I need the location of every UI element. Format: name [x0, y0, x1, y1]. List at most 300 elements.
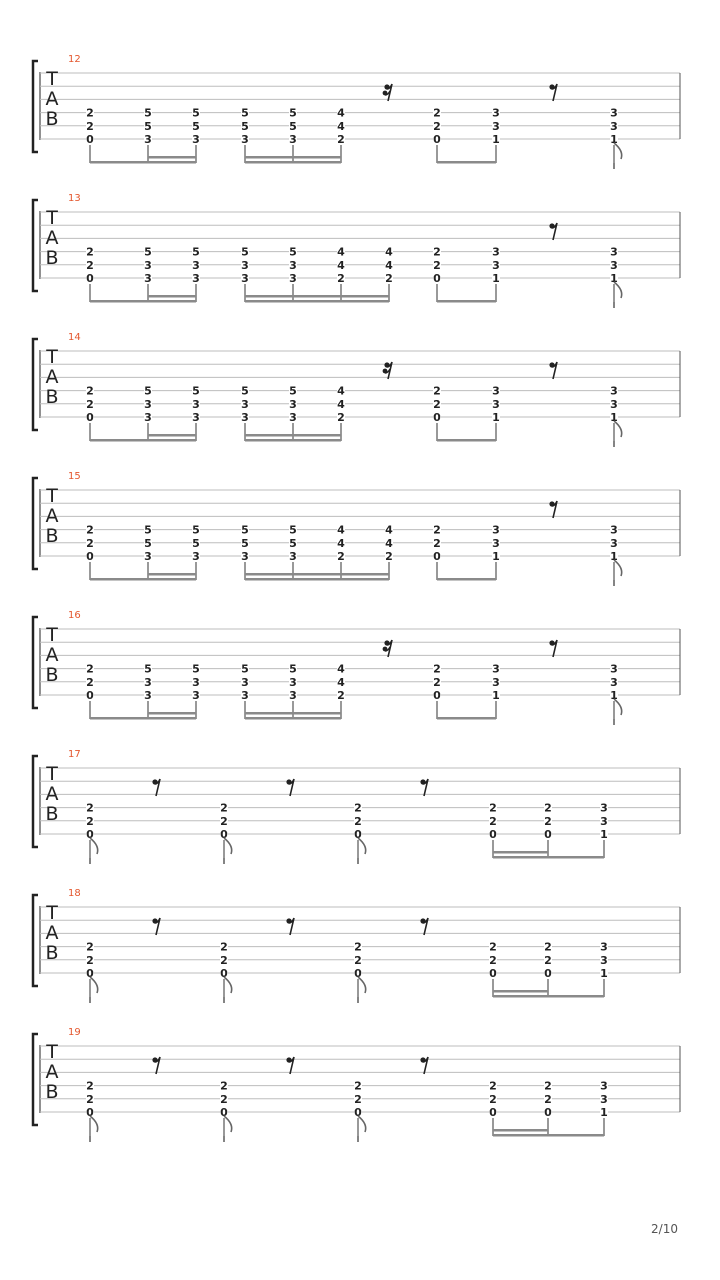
fret-number: 3	[192, 133, 200, 146]
fret-number: 3	[610, 536, 618, 550]
eighth-rest-icon	[152, 918, 160, 935]
fret-number: 2	[433, 258, 441, 272]
tab-clef-letter: A	[45, 1061, 59, 1083]
fret-number: 3	[289, 675, 297, 689]
tab-clef-letter: A	[45, 783, 59, 805]
fret-number: 0	[433, 272, 441, 285]
tab-clef-letter: T	[46, 1041, 58, 1063]
fret-number: 5	[289, 523, 297, 537]
measure-number: 13	[68, 193, 81, 204]
beam	[90, 717, 196, 720]
chord	[86, 802, 94, 858]
fret-number: 2	[544, 953, 552, 967]
fret-number: 4	[337, 106, 345, 120]
chord	[337, 246, 345, 302]
eighth-rest-icon	[286, 918, 294, 935]
eighth-rest-icon	[152, 1057, 160, 1074]
fret-number: 1	[610, 133, 618, 146]
fret-number: 5	[144, 536, 152, 550]
fret-number: 1	[610, 550, 618, 563]
fret-number: 2	[544, 801, 552, 815]
fret-number: 5	[289, 384, 297, 398]
fret-number: 5	[144, 384, 152, 398]
fret-number: 2	[86, 397, 94, 411]
fret-number: 3	[192, 258, 200, 272]
fret-number: 3	[610, 662, 618, 676]
fret-number: 0	[86, 1106, 94, 1119]
fret-number: 2	[354, 1079, 362, 1093]
chord	[192, 524, 200, 580]
chord	[144, 663, 152, 719]
tab-clef-letter: T	[46, 902, 58, 924]
fret-number: 3	[610, 384, 618, 398]
note-flag	[614, 282, 622, 308]
fret-number: 2	[86, 814, 94, 828]
chord	[241, 246, 249, 302]
fret-number: 5	[241, 384, 249, 398]
chord	[354, 1080, 362, 1136]
tab-clef-letter: A	[45, 88, 59, 110]
tab-system	[33, 193, 680, 308]
tab-clef-letter: T	[46, 68, 58, 90]
fret-number: 3	[610, 675, 618, 689]
chord	[489, 802, 497, 858]
fret-number: 2	[86, 940, 94, 954]
fret-number: 3	[144, 272, 152, 285]
fret-number: 2	[489, 1092, 497, 1106]
beam	[493, 851, 548, 854]
fret-number: 5	[241, 523, 249, 537]
fret-number: 0	[86, 967, 94, 980]
fret-number: 2	[86, 662, 94, 676]
eighth-rest-icon	[420, 779, 428, 796]
beam	[90, 578, 196, 581]
fret-number: 3	[144, 397, 152, 411]
chord	[354, 941, 362, 997]
fret-number: 2	[385, 272, 393, 285]
chord	[86, 107, 94, 163]
chord	[600, 802, 608, 858]
system-bracket	[33, 1034, 38, 1125]
fret-number: 3	[192, 675, 200, 689]
fret-number: 4	[337, 523, 345, 537]
chord	[489, 1080, 497, 1136]
beam	[437, 439, 496, 442]
beam	[90, 161, 196, 164]
fret-number: 2	[337, 272, 345, 285]
fret-number: 5	[289, 536, 297, 550]
fret-number: 3	[241, 258, 249, 272]
beam	[245, 156, 341, 159]
chord	[337, 107, 345, 163]
measure-number: 15	[68, 471, 81, 482]
tab-clef-letter: T	[46, 207, 58, 229]
tab-system	[33, 471, 680, 586]
chord	[289, 663, 297, 719]
fret-number: 0	[544, 1106, 552, 1119]
fret-number: 2	[433, 523, 441, 537]
fret-number: 3	[492, 384, 500, 398]
eighth-rest-icon	[286, 1057, 294, 1074]
fret-number: 5	[241, 245, 249, 259]
fret-number: 3	[289, 411, 297, 424]
beam	[90, 439, 196, 442]
fret-number: 0	[544, 967, 552, 980]
fret-number: 0	[354, 967, 362, 980]
chord	[385, 246, 393, 302]
fret-number: 3	[492, 523, 500, 537]
chord	[433, 246, 441, 302]
beam	[245, 573, 389, 576]
fret-number: 2	[220, 940, 228, 954]
fret-number: 3	[492, 245, 500, 259]
note-flag	[224, 1116, 232, 1142]
chord	[144, 246, 152, 302]
chord	[86, 246, 94, 302]
chord	[144, 524, 152, 580]
fret-number: 5	[192, 119, 200, 133]
chord	[354, 802, 362, 858]
fret-number: 4	[385, 536, 393, 550]
fret-number: 1	[492, 272, 500, 285]
fret-number: 5	[241, 662, 249, 676]
fret-number: 2	[86, 801, 94, 815]
chord	[433, 663, 441, 719]
fret-number: 4	[337, 245, 345, 259]
fret-number: 2	[544, 1079, 552, 1093]
fret-number: 2	[433, 536, 441, 550]
eighth-rest-icon	[549, 501, 557, 518]
chord	[86, 385, 94, 441]
fret-number: 4	[385, 245, 393, 259]
fret-number: 0	[489, 1106, 497, 1119]
fret-number: 2	[86, 953, 94, 967]
chord	[86, 524, 94, 580]
chord	[192, 385, 200, 441]
chord	[86, 941, 94, 997]
fret-number: 2	[489, 814, 497, 828]
page-number: 2/10	[651, 1222, 678, 1236]
fret-number: 2	[544, 814, 552, 828]
fret-number: 3	[144, 689, 152, 702]
fret-number: 3	[600, 940, 608, 954]
fret-number: 0	[86, 272, 94, 285]
chord	[220, 1080, 228, 1136]
chord	[192, 246, 200, 302]
fret-number: 2	[337, 133, 345, 146]
beam	[245, 295, 389, 298]
fret-number: 1	[492, 550, 500, 563]
system-bracket	[33, 339, 38, 430]
tab-clef-letter: T	[46, 485, 58, 507]
beam	[493, 995, 604, 998]
note-flag	[614, 421, 622, 447]
system-bracket	[33, 895, 38, 986]
eighth-rest-icon	[286, 779, 294, 796]
fret-number: 5	[289, 106, 297, 120]
note-flag	[614, 699, 622, 725]
fret-number: 2	[433, 662, 441, 676]
fret-number: 5	[192, 523, 200, 537]
fret-number: 2	[433, 106, 441, 120]
fret-number: 2	[86, 258, 94, 272]
fret-number: 3	[610, 258, 618, 272]
fret-number: 2	[220, 953, 228, 967]
chord	[192, 663, 200, 719]
fret-number: 0	[433, 133, 441, 146]
fret-number: 3	[241, 675, 249, 689]
measure-number: 18	[68, 888, 81, 899]
fret-number: 3	[600, 953, 608, 967]
fret-number: 3	[289, 133, 297, 146]
fret-number: 3	[600, 1092, 608, 1106]
beam	[245, 300, 389, 303]
chord	[544, 941, 552, 997]
system-bracket	[33, 200, 38, 291]
tab-clef-letter: B	[45, 664, 59, 686]
chord	[385, 524, 393, 580]
fret-number: 2	[86, 245, 94, 259]
fret-number: 3	[610, 106, 618, 120]
fret-number: 3	[144, 258, 152, 272]
measure-number: 17	[68, 749, 81, 760]
fret-number: 1	[600, 1106, 608, 1119]
fret-number: 3	[241, 272, 249, 285]
tab-clef-letter: A	[45, 505, 59, 527]
system-bracket	[33, 478, 38, 569]
fret-number: 4	[337, 258, 345, 272]
note-flag	[224, 838, 232, 864]
chord	[241, 385, 249, 441]
fret-number: 3	[192, 397, 200, 411]
beam	[493, 856, 604, 859]
fret-number: 0	[86, 550, 94, 563]
fret-number: 3	[600, 801, 608, 815]
chord	[492, 385, 500, 441]
beam	[493, 1129, 548, 1132]
fret-number: 5	[192, 536, 200, 550]
chord	[433, 107, 441, 163]
fret-number: 2	[86, 536, 94, 550]
fret-number: 2	[337, 411, 345, 424]
note-flag	[90, 1116, 98, 1142]
fret-number: 2	[433, 384, 441, 398]
fret-number: 5	[241, 119, 249, 133]
fret-number: 1	[492, 689, 500, 702]
tab-clef-letter: T	[46, 346, 58, 368]
chord	[337, 385, 345, 441]
fret-number: 4	[337, 675, 345, 689]
fret-number: 4	[337, 397, 345, 411]
chord	[192, 107, 200, 163]
fret-number: 3	[610, 523, 618, 537]
fret-number: 3	[241, 133, 249, 146]
fret-number: 0	[86, 411, 94, 424]
fret-number: 1	[492, 133, 500, 146]
fret-number: 0	[220, 1106, 228, 1119]
chord	[489, 941, 497, 997]
chord	[241, 107, 249, 163]
fret-number: 0	[86, 133, 94, 146]
fret-number: 0	[433, 550, 441, 563]
fret-number: 2	[354, 1092, 362, 1106]
tab-clef-letter: A	[45, 227, 59, 249]
beam	[493, 990, 548, 993]
fret-number: 2	[86, 119, 94, 133]
system-bracket	[33, 617, 38, 708]
fret-number: 5	[241, 106, 249, 120]
fret-number: 2	[385, 550, 393, 563]
fret-number: 2	[220, 1079, 228, 1093]
chord	[241, 524, 249, 580]
note-flag	[358, 1116, 366, 1142]
beam	[245, 434, 341, 437]
beam	[148, 156, 196, 159]
chord	[144, 107, 152, 163]
fret-number: 2	[337, 689, 345, 702]
tab-clef-letter: A	[45, 644, 59, 666]
fret-number: 3	[289, 550, 297, 563]
beam	[245, 578, 389, 581]
fret-number: 2	[354, 814, 362, 828]
fret-number: 4	[337, 662, 345, 676]
fret-number: 5	[241, 536, 249, 550]
measure-number: 14	[68, 332, 81, 343]
fret-number: 2	[489, 953, 497, 967]
note-flag	[358, 838, 366, 864]
tab-clef-letter: B	[45, 108, 59, 130]
fret-number: 5	[144, 662, 152, 676]
fret-number: 2	[86, 106, 94, 120]
chord	[289, 246, 297, 302]
fret-number: 2	[86, 675, 94, 689]
eighth-rest-icon	[549, 84, 557, 101]
note-flag	[614, 560, 622, 586]
beam	[148, 434, 196, 437]
chord	[337, 524, 345, 580]
fret-number: 3	[241, 397, 249, 411]
fret-number: 4	[337, 384, 345, 398]
fret-number: 3	[492, 675, 500, 689]
chord	[610, 663, 618, 719]
chord	[220, 941, 228, 997]
chord	[433, 524, 441, 580]
beam	[437, 161, 496, 164]
fret-number: 4	[385, 258, 393, 272]
fret-number: 2	[354, 801, 362, 815]
note-flag	[90, 977, 98, 1003]
chord	[289, 385, 297, 441]
fret-number: 5	[289, 662, 297, 676]
chord	[86, 1080, 94, 1136]
fret-number: 0	[220, 828, 228, 841]
fret-number: 2	[220, 1092, 228, 1106]
fret-number: 5	[144, 245, 152, 259]
fret-number: 3	[192, 550, 200, 563]
beam	[493, 1134, 604, 1137]
chord	[600, 1080, 608, 1136]
chord	[289, 107, 297, 163]
fret-number: 0	[354, 828, 362, 841]
fret-number: 3	[610, 245, 618, 259]
fret-number: 2	[433, 397, 441, 411]
fret-number: 3	[610, 397, 618, 411]
fret-number: 2	[220, 814, 228, 828]
tab-clef-letter: B	[45, 247, 59, 269]
fret-number: 2	[86, 523, 94, 537]
fret-number: 3	[289, 689, 297, 702]
eighth-rest-icon	[549, 223, 557, 240]
fret-number: 1	[600, 967, 608, 980]
fret-number: 3	[289, 397, 297, 411]
fret-number: 3	[610, 119, 618, 133]
fret-number: 3	[144, 411, 152, 424]
fret-number: 0	[86, 689, 94, 702]
tab-system	[33, 332, 680, 447]
chord	[610, 524, 618, 580]
fret-number: 1	[610, 411, 618, 424]
chord	[337, 663, 345, 719]
beam	[245, 439, 341, 442]
fret-number: 5	[192, 245, 200, 259]
measure-number: 12	[68, 54, 81, 65]
tab-clef-letter: B	[45, 525, 59, 547]
fret-number: 1	[600, 828, 608, 841]
fret-number: 3	[600, 1079, 608, 1093]
note-flag	[224, 977, 232, 1003]
fret-number: 3	[289, 272, 297, 285]
fret-number: 3	[192, 689, 200, 702]
beam	[437, 578, 496, 581]
beam	[148, 295, 196, 298]
fret-number: 4	[337, 536, 345, 550]
fret-number: 3	[289, 258, 297, 272]
fret-number: 3	[241, 550, 249, 563]
chord	[492, 663, 500, 719]
chord	[144, 385, 152, 441]
fret-number: 3	[492, 119, 500, 133]
chord	[492, 524, 500, 580]
chord	[220, 802, 228, 858]
fret-number: 2	[86, 1092, 94, 1106]
chord	[610, 107, 618, 163]
fret-number: 1	[492, 411, 500, 424]
fret-number: 5	[192, 662, 200, 676]
eighth-rest-icon	[152, 779, 160, 796]
note-flag	[90, 838, 98, 864]
chord	[433, 385, 441, 441]
fret-number: 3	[144, 550, 152, 563]
tab-system	[33, 749, 680, 864]
fret-number: 2	[544, 940, 552, 954]
eighth-rest-icon	[549, 640, 557, 657]
beam	[148, 573, 196, 576]
eighth-rest-icon	[549, 362, 557, 379]
fret-number: 3	[492, 662, 500, 676]
fret-number: 1	[610, 689, 618, 702]
fret-number: 3	[492, 106, 500, 120]
tab-clef-letter: T	[46, 624, 58, 646]
note-flag	[358, 977, 366, 1003]
fret-number: 2	[489, 940, 497, 954]
beam	[437, 717, 496, 720]
fret-number: 3	[492, 258, 500, 272]
fret-number: 0	[220, 967, 228, 980]
chord	[86, 663, 94, 719]
fret-number: 2	[433, 675, 441, 689]
chord	[544, 802, 552, 858]
fret-number: 2	[86, 384, 94, 398]
